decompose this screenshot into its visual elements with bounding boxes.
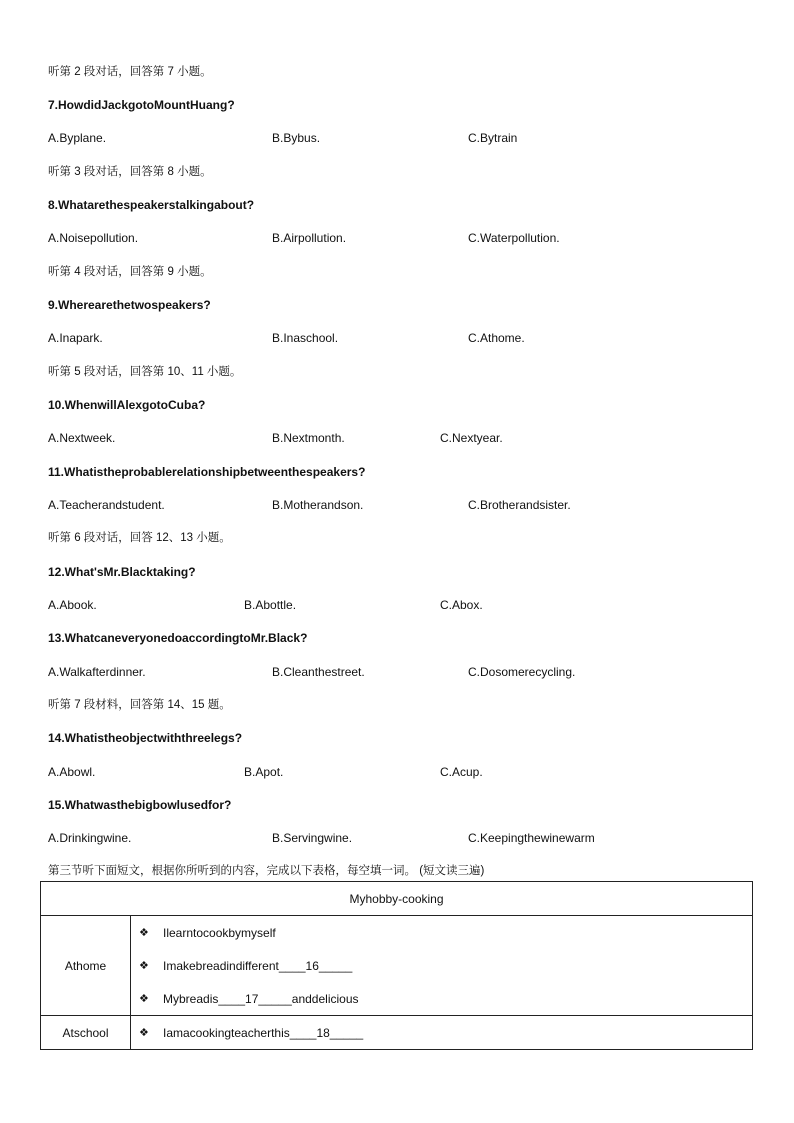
q8-option-a: A.Noisepollution. <box>48 231 139 245</box>
q15-option-b: B.Servingwine. <box>272 831 353 845</box>
item-text: Mybreadis <box>163 991 219 1006</box>
q13-option-c: C.Dosomerecycling. <box>468 665 576 679</box>
item-text: Iamacookingteacherthis <box>163 1025 290 1040</box>
question-11: 11.Whatistheprobablerelationshipbetweenthespeakers? <box>48 465 366 479</box>
list-item <box>139 982 752 1015</box>
question-13: 13.WhatcaneveryonedoaccordingtoMr.Black? <box>48 631 308 645</box>
section-heading: 听第 6 段对话，回答 12、13 小题。 <box>48 532 231 544</box>
q8-option-c: C.Waterpollution. <box>468 231 560 245</box>
q8-option-b: B.Airpollution. <box>272 231 347 245</box>
q9-option-c: C.Athome. <box>468 331 525 345</box>
list-item <box>139 949 752 982</box>
question-8: 8.Whatarethespeakerstalkingabout? <box>48 198 255 212</box>
section-heading: 听第 4 段对话，回答第 9 小题。 <box>48 266 212 278</box>
q10-option-b: B.Nextmonth. <box>272 431 345 445</box>
q14-option-a: A.Abowl. <box>48 765 96 779</box>
home-items <box>131 916 753 1016</box>
section-heading: 听第 7 段材料，回答第 14、15 题。 <box>48 699 231 711</box>
section-heading: 听第 3 段对话，回答第 8 小题。 <box>48 166 212 178</box>
blank-18[interactable]: ____18_____ <box>289 1025 364 1040</box>
blank-16[interactable]: ____16_____ <box>278 958 353 973</box>
q11-option-c: C.Brotherandsister. <box>468 498 571 512</box>
q12-option-b: B.Abottle. <box>244 598 297 612</box>
q12-option-a: A.Abook. <box>48 598 97 612</box>
list-item <box>139 916 752 949</box>
blank-17[interactable]: ____17_____ <box>218 991 292 1006</box>
q15-option-a: A.Drinkingwine. <box>48 831 132 845</box>
q12-option-c: C.Abox. <box>440 598 483 612</box>
q14-option-b: B.Apot. <box>244 765 284 779</box>
q7-option-c: C.Bytrain <box>468 131 518 145</box>
diamond-bullet-icon: ❖ <box>139 993 149 1005</box>
section-heading: 听第 2 段对话，回答第 7 小题。 <box>48 66 212 78</box>
question-7: 7.HowdidJackgotoMountHuang? <box>48 98 235 112</box>
q10-option-c: C.Nextyear. <box>440 431 503 445</box>
item-text: Ilearntocookbymyself <box>163 925 276 940</box>
question-14: 14.Whatistheobjectwiththreelegs? <box>48 731 243 745</box>
item-text: Imakebreadindifferent <box>163 958 279 973</box>
question-10: 10.WhenwillAlexgotoCuba? <box>48 398 206 412</box>
table-title: Myhobby-cooking <box>41 882 753 916</box>
diamond-bullet-icon: ❖ <box>139 960 149 972</box>
question-9: 9.Wherearethetwospeakers? <box>48 298 211 312</box>
q9-option-a: A.Inapark. <box>48 331 103 345</box>
section-heading: 听第 5 段对话，回答第 10、11 小题。 <box>48 366 242 378</box>
question-15: 15.Whatwasthebigbowlusedfor? <box>48 798 232 812</box>
list-item <box>139 1016 752 1049</box>
row-label-home: Athome <box>41 916 131 1016</box>
part3-instruction: 第三节听下面短文，根据你所听到的内容，完成以下表格，每空填一词。 (短文读三遍) <box>48 865 485 877</box>
q7-option-a: A.Byplane. <box>48 131 107 145</box>
q13-option-b: B.Cleanthestreet. <box>272 665 365 679</box>
question-12: 12.What'sMr.Blacktaking? <box>48 565 196 579</box>
q11-option-a: A.Teacherandstudent. <box>48 498 165 512</box>
school-items <box>131 1016 753 1050</box>
item-text-tail: anddelicious <box>291 991 359 1006</box>
q7-option-b: B.Bybus. <box>272 131 321 145</box>
q13-option-a: A.Walkafterdinner. <box>48 665 146 679</box>
q10-option-a: A.Nextweek. <box>48 431 116 445</box>
q15-option-c: C.Keepingthewinewarm <box>468 831 595 845</box>
q14-option-c: C.Acup. <box>440 765 483 779</box>
q11-option-b: B.Motherandson. <box>272 498 364 512</box>
hobby-table <box>40 881 753 1050</box>
row-label-school: Atschool <box>41 1016 131 1050</box>
diamond-bullet-icon: ❖ <box>139 927 149 939</box>
diamond-bullet-icon: ❖ <box>139 1027 149 1039</box>
q9-option-b: B.Inaschool. <box>272 331 339 345</box>
